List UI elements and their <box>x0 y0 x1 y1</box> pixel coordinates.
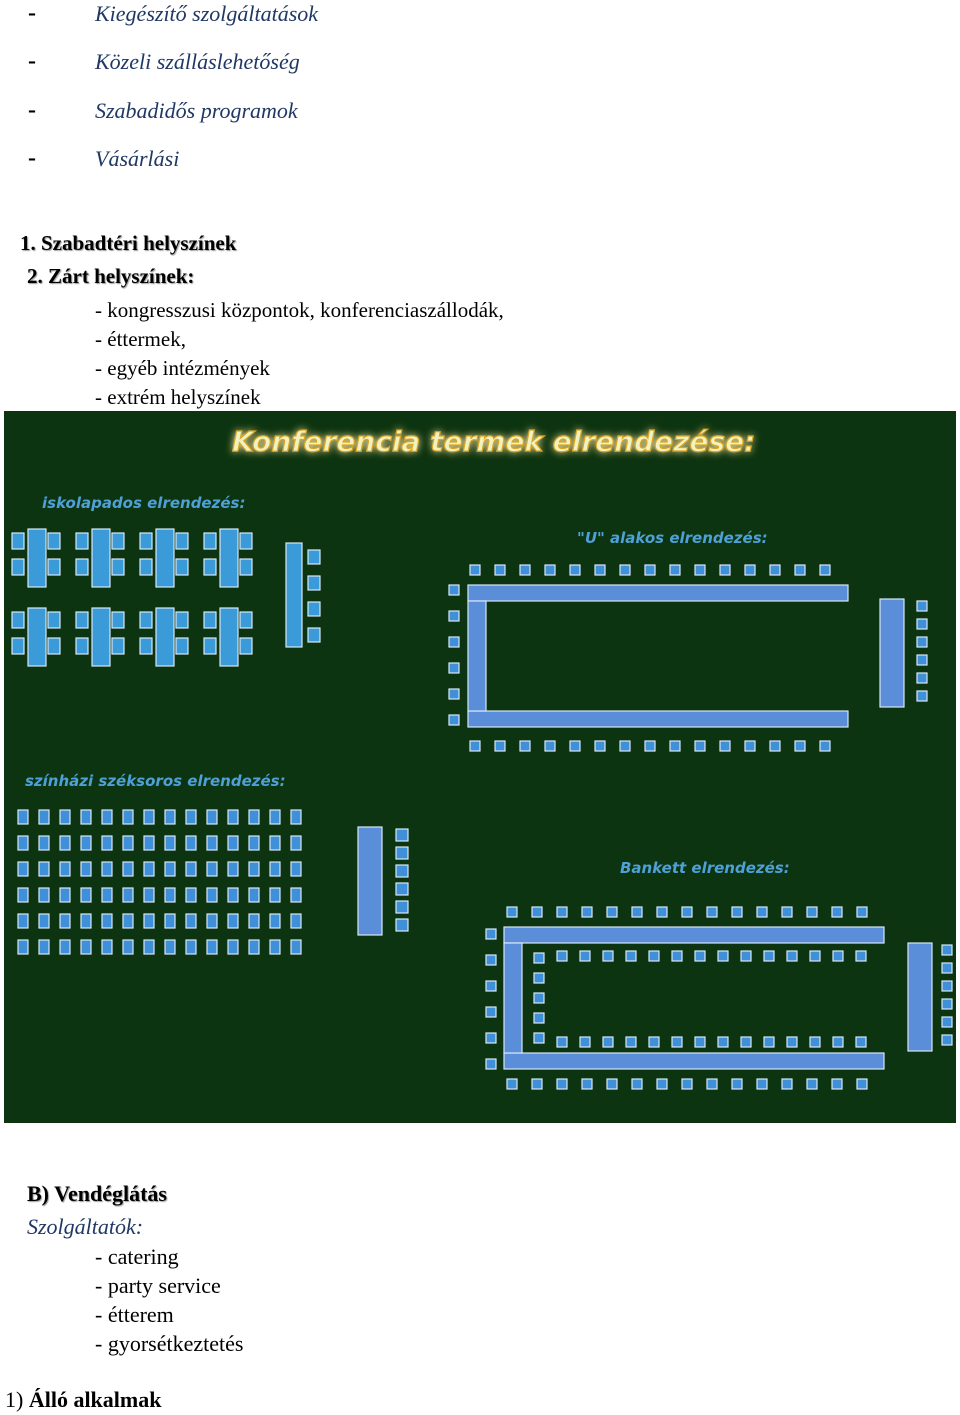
classroom-chair <box>176 533 188 549</box>
banquet-chair <box>732 907 742 917</box>
banquet-chair <box>672 951 682 961</box>
banquet-chair <box>580 951 590 961</box>
banquet-chair <box>856 951 866 961</box>
u-table-bottom <box>468 711 848 727</box>
banquet-chair <box>534 993 544 1003</box>
presenter-chair <box>917 691 927 701</box>
theater-chair <box>291 836 301 850</box>
theater-chair <box>60 888 70 902</box>
classroom-chair <box>48 638 60 654</box>
banquet-chair <box>782 907 792 917</box>
u-chair <box>595 741 605 751</box>
theater-chair <box>81 862 91 876</box>
theater-chair <box>165 888 175 902</box>
u-chair <box>670 741 680 751</box>
theater-chair <box>186 888 196 902</box>
theater-chair <box>144 914 154 928</box>
classroom-chair <box>112 612 124 628</box>
theater-chair <box>291 914 301 928</box>
classroom-table <box>92 608 110 666</box>
theater-chair <box>18 888 28 902</box>
figure-title: Konferencia termek elrendezése: <box>232 425 756 458</box>
theater-chair <box>60 914 70 928</box>
presenter-chair <box>942 1035 952 1045</box>
theater-chair <box>102 914 112 928</box>
classroom-chair <box>48 533 60 549</box>
theater-chair <box>18 914 28 928</box>
u-chair <box>745 565 755 575</box>
u-chair <box>620 565 630 575</box>
banquet-chair <box>534 1033 544 1043</box>
theater-chair <box>102 888 112 902</box>
theater-chair <box>291 862 301 876</box>
u-chair <box>720 741 730 751</box>
presenter-chair <box>917 673 927 683</box>
banquet-chair <box>486 1007 496 1017</box>
banquet-chair <box>532 1079 542 1089</box>
banquet-chair <box>632 907 642 917</box>
list-bullet: - <box>28 145 36 171</box>
banquet-chair <box>657 907 667 917</box>
theater-chair <box>228 940 238 954</box>
theater-chair <box>81 810 91 824</box>
theater-chair <box>144 888 154 902</box>
u-chair <box>470 741 480 751</box>
banquet-chair <box>507 1079 517 1089</box>
banquet-outer-top <box>504 927 884 943</box>
theater-chair <box>186 810 196 824</box>
theater-chair <box>291 888 301 902</box>
label-u-shape: "U" alakos elrendezés: <box>577 529 768 547</box>
theater-chair <box>228 836 238 850</box>
presenter-chair <box>396 847 408 859</box>
classroom-table <box>28 529 46 587</box>
classroom-chair <box>140 559 152 575</box>
list-bullet: - <box>28 0 36 26</box>
banquet-chair <box>649 951 659 961</box>
banquet-chair <box>486 981 496 991</box>
classroom-chair <box>240 533 252 549</box>
theater-chair <box>228 888 238 902</box>
theater-chair <box>207 810 217 824</box>
banquet-chair <box>582 907 592 917</box>
classroom-table <box>220 608 238 666</box>
presenter-chair <box>917 619 927 629</box>
theater-chair <box>228 810 238 824</box>
theater-chair <box>186 914 196 928</box>
classroom-chair <box>12 638 24 654</box>
classroom-chair <box>140 533 152 549</box>
banquet-chair <box>832 907 842 917</box>
banquet-chair <box>856 1037 866 1047</box>
venue-subitem: - egyéb intézmények <box>95 356 270 380</box>
u-chair <box>595 565 605 575</box>
presenter-chair <box>942 981 952 991</box>
presenter-chair <box>308 576 320 590</box>
classroom-chair <box>176 612 188 628</box>
banquet-chair <box>682 907 692 917</box>
banquet-chair <box>607 907 617 917</box>
theater-chair <box>165 810 175 824</box>
banquet-chair <box>626 951 636 961</box>
banquet-chair <box>857 907 867 917</box>
theater-chair <box>81 914 91 928</box>
theater-chair <box>39 862 49 876</box>
theater-chair <box>39 810 49 824</box>
theater-chair <box>123 940 133 954</box>
u-chair <box>449 715 459 725</box>
layout-diagram <box>4 411 956 1123</box>
banquet-chair <box>810 1037 820 1047</box>
banquet-outer-bottom <box>504 1053 884 1069</box>
u-table-top <box>468 585 848 601</box>
presenter-table <box>358 827 382 935</box>
presenter-chair <box>396 829 408 841</box>
theater-chair <box>270 888 280 902</box>
theater-chair <box>165 862 175 876</box>
classroom-chair <box>76 612 88 628</box>
u-chair <box>449 663 459 673</box>
theater-chair <box>207 914 217 928</box>
banquet-chair <box>741 951 751 961</box>
presenter-chair <box>942 1017 952 1027</box>
classroom-chair <box>204 638 216 654</box>
theater-chair <box>249 836 259 850</box>
classroom-chair <box>204 559 216 575</box>
label-banquet: Bankett elrendezés: <box>620 859 790 877</box>
theater-chair <box>186 940 196 954</box>
presenter-table <box>908 943 932 1051</box>
u-chair <box>495 565 505 575</box>
classroom-chair <box>12 612 24 628</box>
theater-chair <box>165 940 175 954</box>
banquet-chair <box>557 1079 567 1089</box>
provider-item: - gyorsétkeztetés <box>95 1331 244 1356</box>
u-chair <box>449 689 459 699</box>
u-chair <box>695 741 705 751</box>
u-chair <box>720 565 730 575</box>
theater-chair <box>123 836 133 850</box>
theater-chair <box>207 862 217 876</box>
presenter-chair <box>917 601 927 611</box>
theater-chair <box>249 810 259 824</box>
theater-chair <box>144 836 154 850</box>
classroom-chair <box>204 533 216 549</box>
u-chair <box>570 565 580 575</box>
list-item-leisure: Szabadidős programok <box>95 98 298 123</box>
theater-chair <box>249 862 259 876</box>
presenter-chair <box>942 945 952 955</box>
theater-chair <box>270 914 280 928</box>
banquet-chair <box>486 955 496 965</box>
banquet-chair <box>695 951 705 961</box>
theater-chair <box>18 836 28 850</box>
u-chair <box>620 741 630 751</box>
presenter-chair <box>942 999 952 1009</box>
banquet-chair <box>857 1079 867 1089</box>
banquet-outer-side <box>504 943 522 1053</box>
u-chair <box>520 565 530 575</box>
banquet-chair <box>557 1037 567 1047</box>
u-chair <box>449 611 459 621</box>
theater-chair <box>207 940 217 954</box>
venue-subitem: - éttermek, <box>95 327 186 351</box>
banquet-chair <box>557 907 567 917</box>
banquet-chair <box>718 951 728 961</box>
banquet-chair <box>657 1079 667 1089</box>
list-bullet: - <box>28 97 36 123</box>
banquet-chair <box>486 929 496 939</box>
banquet-chair <box>833 951 843 961</box>
list-bullet: - <box>28 48 36 74</box>
u-chair <box>520 741 530 751</box>
banquet-chair <box>832 1079 842 1089</box>
banquet-chair <box>787 1037 797 1047</box>
banquet-chair <box>603 1037 613 1047</box>
banquet-chair <box>787 951 797 961</box>
presenter-chair <box>308 628 320 642</box>
u-chair <box>770 741 780 751</box>
banquet-chair <box>532 907 542 917</box>
theater-chair <box>207 836 217 850</box>
u-chair <box>470 565 480 575</box>
classroom-chair <box>12 533 24 549</box>
provider-item: - étterem <box>95 1302 174 1327</box>
theater-chair <box>60 810 70 824</box>
classroom-chair <box>76 638 88 654</box>
u-chair <box>795 565 805 575</box>
banquet-chair <box>486 1059 496 1069</box>
theater-chair <box>39 914 49 928</box>
classroom-chair <box>240 559 252 575</box>
presenter-chair <box>396 865 408 877</box>
theater-chair <box>60 862 70 876</box>
theater-chair <box>270 862 280 876</box>
banquet-chair <box>757 1079 767 1089</box>
theater-chair <box>291 810 301 824</box>
classroom-chair <box>12 559 24 575</box>
u-chair <box>449 637 459 647</box>
u-chair <box>745 741 755 751</box>
banquet-chair <box>534 953 544 963</box>
theater-chair <box>102 836 112 850</box>
classroom-chair <box>112 533 124 549</box>
banquet-chair <box>580 1037 590 1047</box>
banquet-chair <box>603 951 613 961</box>
banquet-chair <box>764 951 774 961</box>
banquet-chair <box>682 1079 692 1089</box>
providers-label: Szolgáltatók: <box>27 1214 144 1239</box>
heading-text: Álló alkalmak <box>28 1387 162 1412</box>
conference-room-layouts-figure <box>4 411 956 1123</box>
banquet-chair <box>782 1079 792 1089</box>
theater-chair <box>60 836 70 850</box>
u-chair <box>570 741 580 751</box>
theater-chair <box>123 888 133 902</box>
provider-item: - party service <box>95 1273 221 1298</box>
theater-chair <box>291 940 301 954</box>
classroom-chair <box>76 559 88 575</box>
theater-chair <box>81 836 91 850</box>
classroom-chair <box>240 638 252 654</box>
u-chair <box>670 565 680 575</box>
theater-chair <box>18 862 28 876</box>
presenter-chair <box>917 637 927 647</box>
banquet-chair <box>557 951 567 961</box>
classroom-chair <box>76 533 88 549</box>
theater-chair <box>144 862 154 876</box>
presenter-chair <box>396 919 408 931</box>
banquet-chair <box>757 907 767 917</box>
presenter-chair <box>396 901 408 913</box>
banquet-chair <box>607 1079 617 1089</box>
banquet-chair <box>741 1037 751 1047</box>
theater-chair <box>123 810 133 824</box>
banquet-chair <box>582 1079 592 1089</box>
list-item-shopping: Vásárlási <box>95 146 180 171</box>
banquet-chair <box>507 907 517 917</box>
theater-chair <box>186 836 196 850</box>
theater-chair <box>60 940 70 954</box>
theater-chair <box>165 914 175 928</box>
banquet-chair <box>807 907 817 917</box>
label-classroom: iskolapados elrendezés: <box>42 494 246 512</box>
theater-chair <box>123 914 133 928</box>
u-chair <box>770 565 780 575</box>
classroom-table <box>156 608 174 666</box>
theater-chair <box>249 914 259 928</box>
classroom-table <box>28 608 46 666</box>
list-item-additional-services: Kiegészítő szolgáltatások <box>95 1 319 26</box>
banquet-chair <box>707 907 717 917</box>
banquet-chair <box>732 1079 742 1089</box>
classroom-chair <box>48 612 60 628</box>
banquet-chair <box>764 1037 774 1047</box>
classroom-table <box>92 529 110 587</box>
classroom-table <box>220 529 238 587</box>
banquet-chair <box>707 1079 717 1089</box>
banquet-chair <box>534 973 544 983</box>
banquet-chair <box>649 1037 659 1047</box>
theater-chair <box>39 836 49 850</box>
layout-shapes <box>12 529 952 1089</box>
theater-chair <box>228 914 238 928</box>
banquet-chair <box>672 1037 682 1047</box>
theater-chair <box>81 888 91 902</box>
heading-number: 1) <box>5 1387 24 1412</box>
banquet-chair <box>718 1037 728 1047</box>
banquet-chair <box>695 1037 705 1047</box>
standing-events-heading <box>5 1387 161 1413</box>
theater-chair <box>18 940 28 954</box>
list-item-accommodation: Közeli szálláslehetőség <box>95 49 300 74</box>
theater-chair <box>18 810 28 824</box>
theater-chair <box>39 940 49 954</box>
u-table-side <box>468 601 486 711</box>
venue-outdoor-heading: 1. Szabadtéri helyszínek <box>20 231 237 255</box>
theater-chair <box>102 862 112 876</box>
theater-chair <box>81 940 91 954</box>
banquet-chair <box>833 1037 843 1047</box>
banquet-chair <box>534 1013 544 1023</box>
theater-chair <box>270 810 280 824</box>
theater-chair <box>144 810 154 824</box>
banquet-chair <box>632 1079 642 1089</box>
classroom-chair <box>240 612 252 628</box>
presenter-chair <box>942 963 952 973</box>
banquet-chair <box>810 951 820 961</box>
u-chair <box>645 565 655 575</box>
u-chair <box>645 741 655 751</box>
banquet-chair <box>626 1037 636 1047</box>
classroom-chair <box>176 559 188 575</box>
theater-chair <box>39 888 49 902</box>
theater-chair <box>123 862 133 876</box>
label-theater: színházi széksoros elrendezés: <box>25 772 286 790</box>
theater-chair <box>102 810 112 824</box>
classroom-chair <box>112 638 124 654</box>
theater-chair <box>249 940 259 954</box>
catering-heading: B) Vendéglátás <box>27 1181 167 1206</box>
presenter-chair <box>396 883 408 895</box>
u-chair <box>820 741 830 751</box>
theater-chair <box>270 940 280 954</box>
theater-chair <box>186 862 196 876</box>
classroom-chair <box>204 612 216 628</box>
presenter-chair <box>917 655 927 665</box>
theater-chair <box>165 836 175 850</box>
theater-chair <box>207 888 217 902</box>
presenter-chair <box>308 602 320 616</box>
theater-chair <box>102 940 112 954</box>
classroom-chair <box>112 559 124 575</box>
u-chair <box>545 565 555 575</box>
venue-subitem: - extrém helyszínek <box>95 385 261 409</box>
u-chair <box>795 741 805 751</box>
classroom-chair <box>140 638 152 654</box>
banquet-chair <box>807 1079 817 1089</box>
classroom-table <box>156 529 174 587</box>
classroom-chair <box>176 638 188 654</box>
presenter-table <box>880 599 904 707</box>
u-chair <box>820 565 830 575</box>
theater-chair <box>270 836 280 850</box>
classroom-chair <box>140 612 152 628</box>
theater-chair <box>144 940 154 954</box>
u-chair <box>545 741 555 751</box>
theater-chair <box>249 888 259 902</box>
presenter-chair <box>308 550 320 564</box>
provider-item: - catering <box>95 1244 179 1269</box>
u-chair <box>495 741 505 751</box>
venue-subitem: - kongresszusi központok, konferenciaszállodák, <box>95 298 504 322</box>
u-chair <box>695 565 705 575</box>
venue-indoor-heading: 2. Zárt helyszínek: <box>27 264 195 288</box>
classroom-chair <box>48 559 60 575</box>
theater-chair <box>228 862 238 876</box>
u-chair <box>449 585 459 595</box>
presenter-table <box>286 543 302 647</box>
banquet-chair <box>486 1033 496 1043</box>
